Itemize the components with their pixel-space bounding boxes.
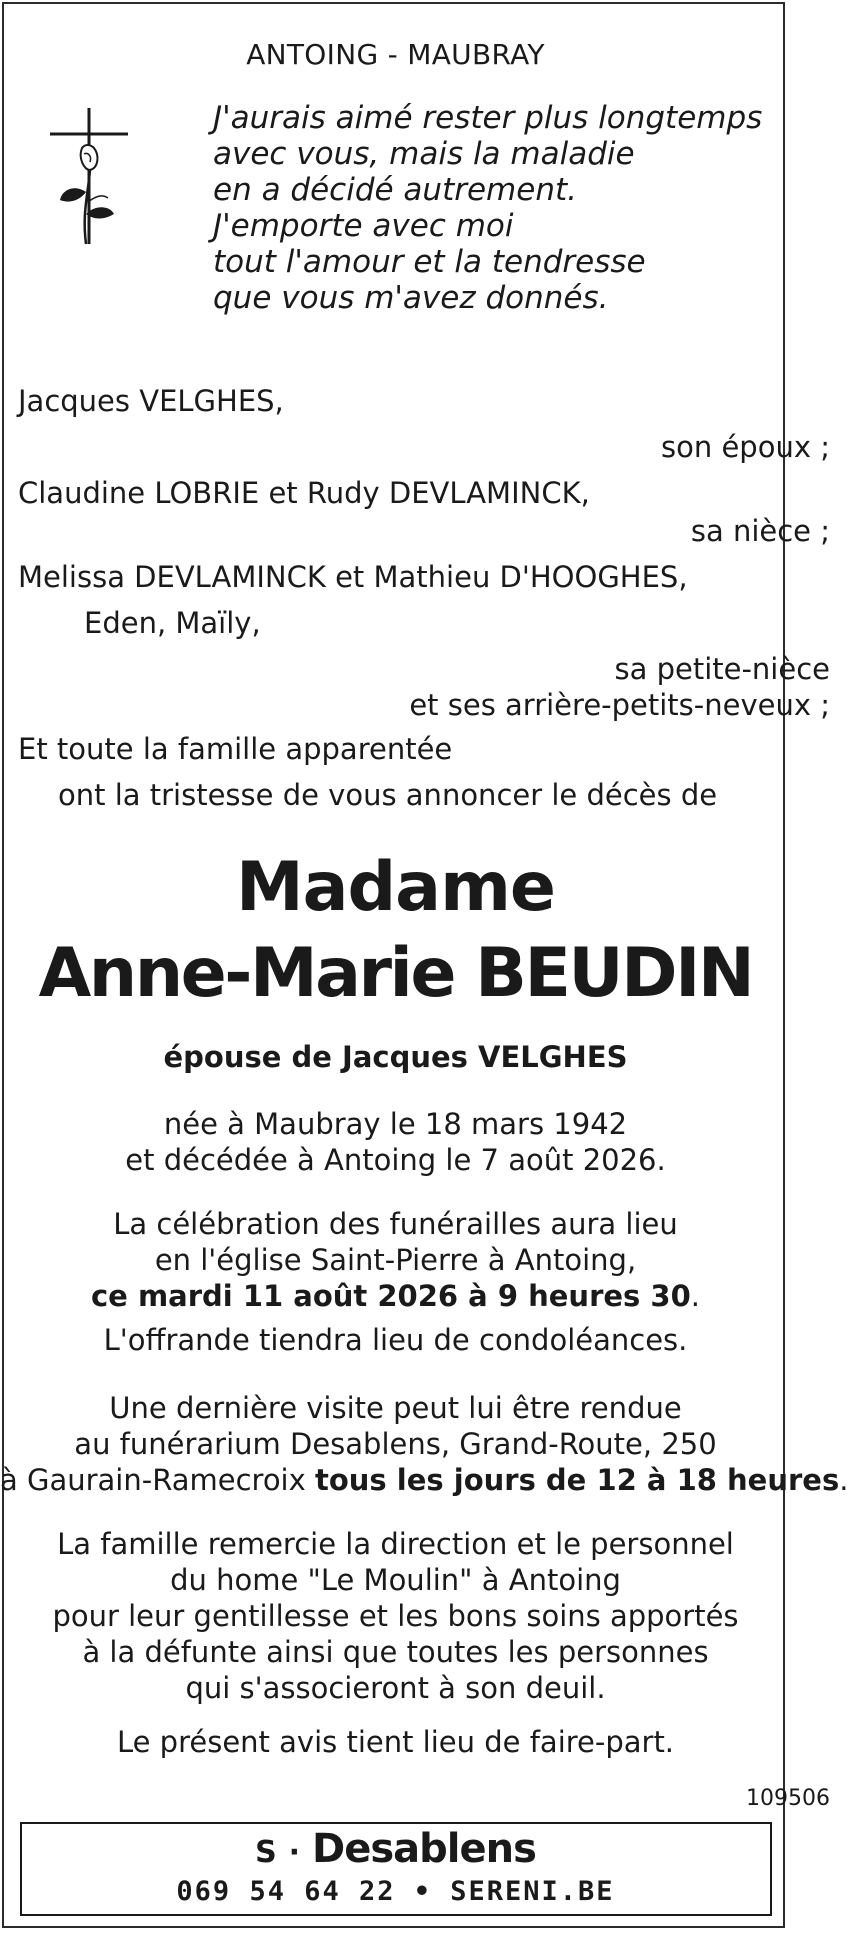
cross-rose-icon [44,104,134,254]
poem-line: avec vous, mais la maladie [213,136,635,172]
thanks-line: qui s'associeront à son deuil. [185,1671,606,1705]
family-role: sa nièce ; [690,514,830,548]
birth-line: née à Maubray le 18 mars 1942 [163,1107,628,1141]
birth-death-info [0,1106,791,1178]
offering-line: L'offrande tiendra lieu de condoléances. [103,1323,688,1357]
poem-line: tout l'amour et la tendresse [213,244,646,280]
thanks-message [0,1526,791,1760]
funeral-line: La célébration des funérailles aura lieu [113,1207,678,1241]
poem-line: J'emporte avec moi [213,208,514,244]
locality-heading: ANTOING - MAUBRAY [246,38,545,71]
family-member-children: Eden, Maïly, [84,606,261,640]
funeral-info [0,1206,791,1358]
poem-line: que vous m'avez donnés. [213,280,609,316]
family-member-niece: Claudine LOBRIE et Rudy DEVLAMINCK, [18,476,590,510]
epitaph-poem [213,100,762,316]
funeral-home-logo: S · Desablens [255,1826,536,1872]
funeral-line: en l'église Saint-Pierre à Antoing, [154,1243,637,1277]
death-line: et décédée à Antoing le 7 août 2026. [125,1143,666,1177]
family-member-grandniece: Melissa DEVLAMINCK et Mathieu D'HOOGHES, [18,560,688,594]
deceased-name: Anne-Marie BEUDIN [38,934,753,1013]
family-extended: Et toute la famille apparentée [18,732,453,766]
funeral-home-contact: 069 54 64 22 • SERENI.BE [176,1876,615,1907]
visit-info [0,1390,848,1498]
deceased-title: Madame [235,848,556,927]
funeral-datetime: ce mardi 11 août 2026 à 9 heures 30. [90,1279,700,1313]
deceased-spouse: épouse de Jacques VELGHES [163,1040,628,1074]
closing-line: Le présent avis tient lieu de faire-part. [116,1725,675,1759]
poem-line: en a décidé autrement. [213,172,577,208]
poem-line: J'aurais aimé rester plus longtemps [213,100,763,136]
family-role: sa petite-nièce [614,652,830,686]
thanks-line: du home "Le Moulin" à Antoing [170,1563,621,1597]
visit-line: Une dernière visite peut lui être rendue [109,1391,682,1425]
thanks-line: La famille remercie la direction et le personnel [57,1527,734,1561]
thanks-line: à la défunte ainsi que toutes les personnes [82,1635,709,1669]
thanks-line: pour leur gentillesse et les bons soins apportés [52,1599,739,1633]
family-role: son époux ; [661,430,830,464]
family-role: et ses arrière-petits-neveux ; [409,688,830,722]
reference-number: 109506 [746,1786,830,1811]
family-member-spouse: Jacques VELGHES, [18,384,284,418]
visit-line: au funérarium Desablens, Grand-Route, 250 [74,1427,717,1461]
announcement-text: ont la tristesse de vous annoncer le décès de [58,778,718,812]
visit-hours: à Gaurain-Ramecroix tous les jours de 12 à 18 heures. [0,1463,848,1497]
